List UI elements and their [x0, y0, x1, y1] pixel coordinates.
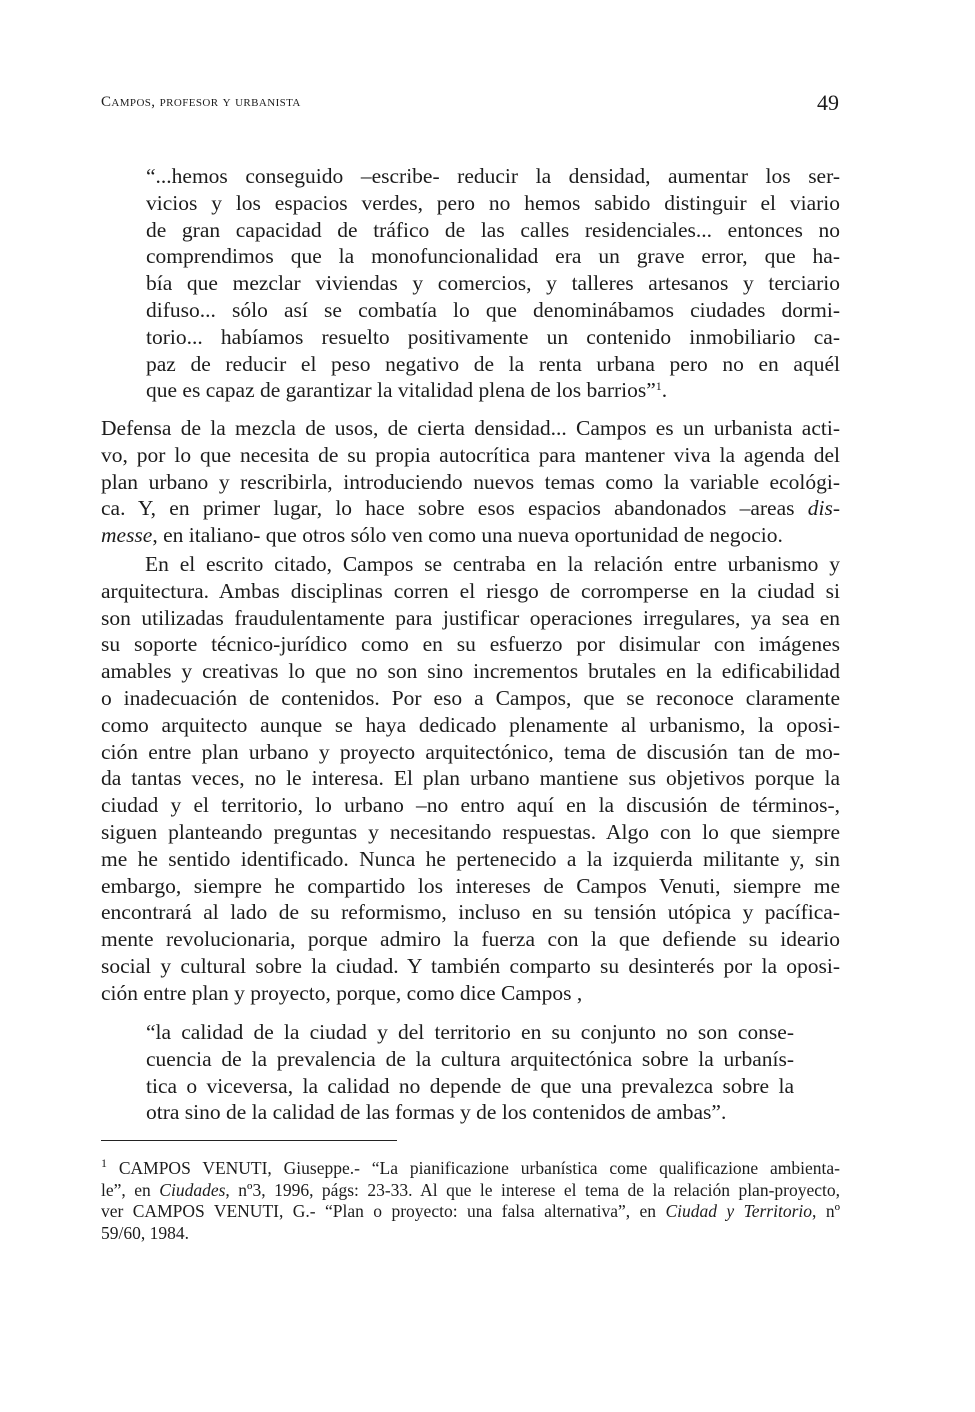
paragraph-line: como arquitecto aunque se haya dedicado plenamente al urbanismo, la oposi- — [101, 712, 840, 737]
paragraph-line: vo, por lo que necesita de su propia autocrítica para mantener viva la agenda del — [101, 442, 840, 467]
block-quote-2 — [146, 1019, 794, 1126]
paragraph-line: amables y creativas lo que no son sino incrementos brutales en la edificabilidad — [101, 659, 840, 684]
paragraph-line-text: ca. Y, en primer lugar, lo hace sobre esos espacios abandonados –areas — [101, 496, 795, 521]
paragraph-line: da tantas veces, no le interesa. El plan urbano mantiene sus objetivos porque la — [101, 766, 840, 791]
paragraph-line: siguen planteando preguntas y necesitando respuestas. Algo con lo que siempre — [101, 819, 840, 844]
paragraph-line: encontrará al lado de su reformismo, incluso en su tensión utópica y pacífica- — [101, 900, 840, 925]
paragraph-line — [101, 522, 840, 549]
paragraph-line — [101, 495, 840, 522]
quote-line: vicios y los espacios verdes, pero no hemos sabido distinguir el viario — [146, 190, 840, 215]
paragraph-line: o inadecuación de contenidos. Por eso a Campos, que se reconoce claramente — [101, 685, 840, 710]
running-header: Campos, profesor y urbanista — [101, 94, 301, 110]
footnote-reference[interactable]: 1 — [655, 379, 662, 394]
paragraph-2 — [101, 551, 840, 1007]
quote-line: cuencia de la prevalencia de la cultura arquitectónica sobre la urbanís- — [146, 1046, 794, 1071]
footnote-text: le”, en — [101, 1179, 160, 1200]
quote-line: paz de reducir el peso negativo de la renta urbana pero no en aquél — [146, 351, 840, 376]
footnote-divider — [101, 1140, 397, 1141]
paragraph-line: arquitectura. Ambas disciplinas corren el riesgo de corromperse en la ciudad si — [101, 578, 840, 603]
paragraph-line: son utilizadas fraudulentamente para justificar operaciones irregulares, ya sea en — [101, 605, 840, 630]
paragraph-line-text: , en italiano- que otros sólo ven como una nueva oportunidad de negocio. — [152, 523, 783, 548]
paragraph-line: plan urbano y rescribirla, introduciendo nuevos temas como la variable ecológi- — [101, 469, 840, 494]
paragraph-1 — [101, 415, 840, 549]
quote-line: “la calidad de la ciudad y del territorio en su conjunto no son conse- — [146, 1020, 794, 1044]
paragraph-line: social y cultural sobre la ciudad. Y también comparto su desinterés por la oposi- — [101, 953, 840, 978]
paragraph-line: ción entre plan y proyecto, porque, como dice Campos , — [101, 980, 583, 1005]
quote-line — [146, 377, 840, 404]
quote-line: difuso... sólo así se combatía lo que denominábamos ciudades dormi- — [146, 297, 840, 322]
paragraph-line: ción entre plan urbano y proyecto arquitectónico, tema de discusión tan de mo- — [101, 739, 840, 764]
paragraph-line: Defensa de la mezcla de usos, de cierta densidad... Campos es un urbanista acti- — [101, 416, 840, 440]
footnote-marker: 1 — [101, 1156, 107, 1170]
quote-line: “...hemos conseguido –escribe- reducir la densidad, aumentar los ser- — [146, 164, 840, 188]
footnote-line — [101, 1201, 840, 1223]
quote-line: comprendimos que la monofuncionalidad era un grave error, que ha- — [146, 244, 840, 269]
quote-line: torio... habíamos resuelto positivamente un contenido inmobiliario ca- — [146, 324, 840, 349]
paragraph-line: su soporte técnico-jurídico como en su esfuerzo por disimular con imágenes — [101, 632, 840, 657]
journal-title: Ciudad y Territorio — [665, 1201, 813, 1221]
footnote-line: 59/60, 1984. — [101, 1222, 189, 1243]
footnote-text: ver CAMPOS VENUTI, G.- “Plan o proyecto: una falsa alternativa”, en — [101, 1201, 666, 1221]
footnote-text: , nº — [812, 1201, 840, 1221]
paragraph-line: En el escrito citado, Campos se centraba en la relación entre urbanismo y — [145, 552, 840, 576]
paragraph-line: embargo, siempre he compartido los intereses de Campos Venuti, siempre me — [101, 873, 840, 898]
quote-line: de gran capacidad de tráfico de las calles residenciales... entonces no — [146, 217, 840, 242]
footnote-line — [101, 1158, 840, 1180]
footnote-text: , nº3, 1996, págs: 23-33. Al que le interese el tema de la relación plan-proyecto, — [225, 1179, 841, 1200]
quote-line-text: que es capaz de garantizar la vitalidad plena de los barrios” — [146, 378, 656, 403]
italic-term: dis- — [807, 496, 840, 521]
footnote-text: CAMPOS VENUTI, Giuseppe.- “La pianificazione urbanística come qualificazione ambienta- — [118, 1158, 840, 1178]
quote-line: tica o viceversa, la calidad no depende de que una prevalezca sobre la — [146, 1073, 794, 1098]
footnote — [101, 1158, 840, 1244]
block-quote-1 — [146, 163, 840, 404]
paragraph-line: mente revolucionaria, porque admiro la fuerza con la que defiende su ideario — [101, 927, 840, 952]
quote-line: otra sino de la calidad de las formas y de los contenidos de ambas”. — [146, 1100, 727, 1125]
quote-line: bía que mezclar viviendas y comercios, y talleres artesanos y terciario — [146, 271, 840, 296]
footnote-line — [101, 1180, 840, 1202]
page-number: 49 — [817, 90, 839, 115]
paragraph-line: ciudad y el territorio, lo urbano –no entro aquí en la discusión de términos-, — [101, 793, 840, 818]
paragraph-line: me he sentido identificado. Nunca he pertenecido a la izquierda militante y, sin — [101, 846, 840, 871]
italic-term: messe — [101, 523, 153, 548]
journal-title: Ciudades — [159, 1179, 226, 1200]
quote-end-punctuation: . — [661, 378, 668, 403]
